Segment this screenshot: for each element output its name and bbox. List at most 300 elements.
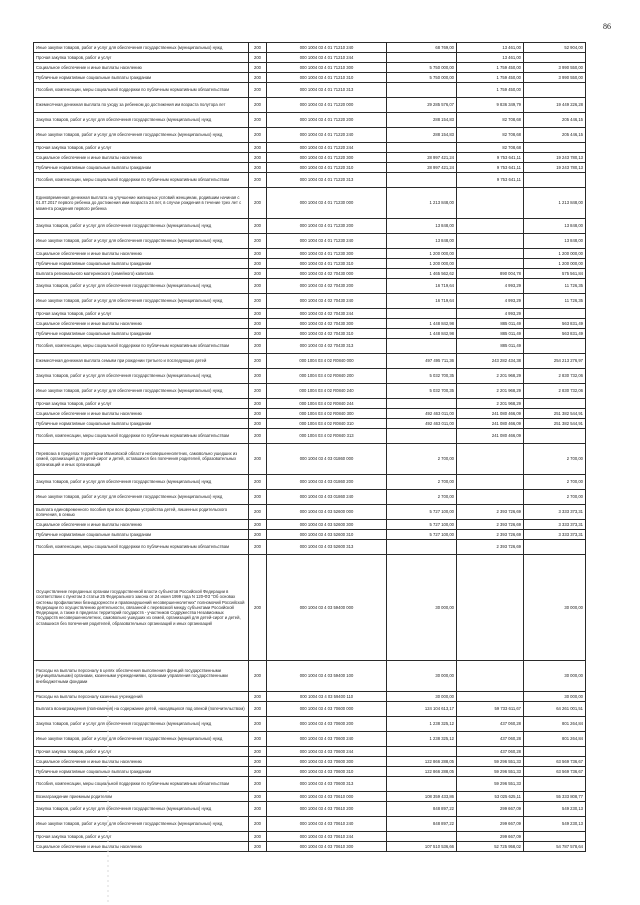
row-line-code-cell: 200 (249, 143, 267, 153)
row-unexecuted-amount-cell (524, 832, 586, 842)
row-approved-amount-cell: 2 700,00 (387, 444, 457, 475)
row-unexecuted-amount-cell: 11 726,35 (524, 279, 586, 294)
row-unexecuted-amount-cell (524, 399, 586, 409)
row-unexecuted-amount-cell: 563 831,49 (524, 319, 586, 329)
table-row (34, 319, 586, 329)
table-row (34, 219, 586, 234)
row-approved-amount-cell: 16 719,64 (387, 294, 457, 309)
row-unexecuted-amount-cell: 1 213 848,00 (524, 188, 586, 219)
row-executed-amount-cell (457, 259, 524, 269)
row-approved-amount-cell: 5 727 100,00 (387, 505, 457, 520)
row-budget-class-code-cell: 000 1004 03 4 01 71230 310 (267, 259, 387, 269)
table-row (34, 113, 586, 128)
row-executed-amount-cell: 9 753 641,11 (457, 163, 524, 173)
table-row (34, 43, 586, 53)
row-budget-class-code-cell: 000 1004 03 4 01 71210 313 (267, 83, 387, 98)
row-executed-amount-cell: 241 080 466,09 (457, 409, 524, 419)
row-unexecuted-amount-cell: 63 569 736,67 (524, 757, 586, 767)
row-name-cell: Перевозка в пределах территории Ивановской области несовершеннолетних, самовольно ушедших из семей, организаций для детей-сирот и детей, оставшихся без попечения родителей, образовательных организаций и иных организаций (34, 444, 249, 475)
table-row (34, 530, 586, 540)
row-executed-amount-cell: 437 060,28 (457, 717, 524, 732)
row-name-cell: Расходы на выплаты персоналу казенных учреждений (34, 692, 249, 702)
row-name-cell: Единовременная денежная выплата на улучшение жилищных условий женщинам, родившим начиная с 01.07.2017 первого ребенка до достижения ими возраста 24 лет, в случае рождения в течение трех лет с момента рождения первого ребенка (34, 188, 249, 219)
table-row (34, 128, 586, 143)
row-approved-amount-cell (387, 83, 457, 98)
row-unexecuted-amount-cell: 254 213 276,97 (524, 354, 586, 369)
row-executed-amount-cell: 437 060,28 (457, 747, 524, 757)
row-executed-amount-cell: 241 080 466,09 (457, 419, 524, 429)
row-name-cell: Выплата вознаграждения (полномочия) на содержание детей, находящихся под опекой (попечительством) (34, 702, 249, 717)
row-name-cell: Закупка товаров, работ и услуг для обеспечения государственных (муниципальных) нужд (34, 113, 249, 128)
row-budget-class-code-cell: 000 1004 03 4 03 70600 310 (267, 767, 387, 777)
row-approved-amount-cell: 30 000,00 (387, 661, 457, 692)
row-line-code-cell: 200 (249, 444, 267, 475)
row-name-cell: Прочая закупка товаров, работ и услуг (34, 832, 249, 842)
table-row (34, 369, 586, 384)
row-line-code-cell: 200 (249, 767, 267, 777)
row-name-cell: Выплата регионального материнского (семейного) капитала (34, 269, 249, 279)
row-name-cell: Прочая закупка товаров, работ и услуг (34, 53, 249, 63)
row-unexecuted-amount-cell: 575 561,84 (524, 269, 586, 279)
row-executed-amount-cell: 2 201 968,29 (457, 369, 524, 384)
row-executed-amount-cell: 9 753 641,11 (457, 153, 524, 163)
row-executed-amount-cell: 59 296 551,33 (457, 757, 524, 767)
row-budget-class-code-cell: 000 1004 03 4 01 71230 300 (267, 249, 387, 259)
row-line-code-cell: 200 (249, 692, 267, 702)
row-executed-amount-cell: 13 461,00 (457, 43, 524, 53)
row-line-code-cell: 200 (249, 475, 267, 490)
table-row (34, 757, 586, 767)
row-name-cell: Иные закупки товаров, работ и услуг для обеспечения государственных (муниципальных) нужд (34, 43, 249, 53)
row-executed-amount-cell: 82 708,68 (457, 143, 524, 153)
row-executed-amount-cell: 1 759 450,00 (457, 83, 524, 98)
row-budget-class-code-cell: 000 1004 03 4 01 71220 300 (267, 153, 387, 163)
row-name-cell: Закупка товаров, работ и услуг для обеспечения государственных (муниципальных) нужд (34, 219, 249, 234)
row-approved-amount-cell: 108 359 433,86 (387, 792, 457, 802)
row-line-code-cell: 200 (249, 661, 267, 692)
table-row (34, 520, 586, 530)
row-line-code-cell: 200 (249, 73, 267, 83)
row-approved-amount-cell: 288 154,83 (387, 128, 457, 143)
row-approved-amount-cell (387, 53, 457, 63)
row-name-cell: Социальное обеспечение и иные выплаты населению (34, 842, 249, 852)
row-executed-amount-cell: 82 708,68 (457, 113, 524, 128)
row-budget-class-code-cell: 000 1004 03 4 01 71220 310 (267, 163, 387, 173)
row-unexecuted-amount-cell (524, 143, 586, 153)
row-line-code-cell: 200 (249, 530, 267, 540)
row-line-code-cell: 200 (249, 163, 267, 173)
row-budget-class-code-cell: 000 1004 03 4 01 71210 300 (267, 63, 387, 73)
row-approved-amount-cell (387, 777, 457, 792)
row-name-cell: Публичные нормативные социальные выплаты гражданам (34, 259, 249, 269)
table-row (34, 702, 586, 717)
row-executed-amount-cell: 4 993,29 (457, 294, 524, 309)
row-name-cell: Вознаграждение приемным родителям (34, 792, 249, 802)
row-line-code-cell: 200 (249, 128, 267, 143)
row-executed-amount-cell (457, 692, 524, 702)
row-budget-class-code-cell: 000 1004 03 4 02 R0840 313 (267, 429, 387, 444)
table-row (34, 540, 586, 555)
row-unexecuted-amount-cell: 54 787 578,64 (524, 842, 586, 852)
row-budget-class-code-cell: 000 1004 03 4 02 R0840 240 (267, 384, 387, 399)
row-executed-amount-cell: 2 201 968,29 (457, 384, 524, 399)
row-budget-class-code-cell: 000 1004 03 4 03 70600 313 (267, 777, 387, 792)
row-unexecuted-amount-cell: 11 726,35 (524, 294, 586, 309)
row-unexecuted-amount-cell (524, 540, 586, 555)
row-executed-amount-cell: 885 011,49 (457, 339, 524, 354)
table-row (34, 73, 586, 83)
row-executed-amount-cell: 2 393 726,69 (457, 540, 524, 555)
row-name-cell: Социальное обеспечение и иные выплаты населению (34, 520, 249, 530)
row-budget-class-code-cell: 000 1004 03 4 03 70610 200 (267, 802, 387, 817)
row-executed-amount-cell: 2 393 726,69 (457, 505, 524, 520)
table-row (34, 53, 586, 63)
row-line-code-cell: 200 (249, 369, 267, 384)
row-line-code-cell: 200 (249, 702, 267, 717)
row-unexecuted-amount-cell: 251 382 544,91 (524, 419, 586, 429)
row-budget-class-code-cell: 000 1004 03 4 03 70600 244 (267, 747, 387, 757)
row-approved-amount-cell: 124 104 613,17 (387, 702, 457, 717)
row-line-code-cell: 200 (249, 555, 267, 661)
row-budget-class-code-cell: 000 1004 03 4 03 01860 200 (267, 475, 387, 490)
row-line-code-cell: 200 (249, 153, 267, 163)
table-row (34, 444, 586, 475)
row-executed-amount-cell: 299 667,09 (457, 802, 524, 817)
row-line-code-cell: 200 (249, 717, 267, 732)
row-executed-amount-cell: 59 733 611,67 (457, 702, 524, 717)
row-line-code-cell: 200 (249, 384, 267, 399)
row-name-cell: Закупка товаров, работ и услуг для обеспечения государственных (муниципальных) нужд (34, 717, 249, 732)
row-line-code-cell: 200 (249, 409, 267, 419)
row-unexecuted-amount-cell: 3 990 550,00 (524, 63, 586, 73)
row-approved-amount-cell: 2 700,00 (387, 475, 457, 490)
row-budget-class-code-cell: 000 1004 03 4 02 R0840 244 (267, 399, 387, 409)
table-row (34, 309, 586, 319)
row-executed-amount-cell (457, 444, 524, 475)
row-unexecuted-amount-cell: 3 333 373,31 (524, 520, 586, 530)
row-unexecuted-amount-cell: 2 700,00 (524, 444, 586, 475)
row-name-cell: Социальное обеспечение и иные выплаты населению (34, 249, 249, 259)
row-executed-amount-cell: 52 725 958,02 (457, 842, 524, 852)
row-executed-amount-cell (457, 661, 524, 692)
table-row (34, 842, 586, 852)
row-executed-amount-cell (457, 555, 524, 661)
row-line-code-cell: 200 (249, 329, 267, 339)
row-budget-class-code-cell: 000 1004 03 4 02 70430 300 (267, 319, 387, 329)
row-budget-class-code-cell: 000 1004 03 4 01 71210 310 (267, 73, 387, 83)
row-line-code-cell: 200 (249, 354, 267, 369)
row-budget-class-code-cell: 000 1004 03 4 03 52600 310 (267, 530, 387, 540)
row-name-cell: Иные закупки товаров, работ и услуг для обеспечения государственных (муниципальных) нужд (34, 128, 249, 143)
row-name-cell: Закупка товаров, работ и услуг для обеспечения государственных (муниципальных) нужд (34, 279, 249, 294)
row-executed-amount-cell: 9 753 641,11 (457, 173, 524, 188)
row-unexecuted-amount-cell (524, 429, 586, 444)
row-approved-amount-cell: 5 750 000,00 (387, 73, 457, 83)
row-line-code-cell: 200 (249, 309, 267, 319)
row-name-cell: Иные закупки товаров, работ и услуг для обеспечения государственных (муниципальных) нужд (34, 817, 249, 832)
row-name-cell: Публичные нормативные социальные выплаты гражданам (34, 530, 249, 540)
table-row (34, 329, 586, 339)
row-approved-amount-cell: 28 997 421,24 (387, 163, 457, 173)
row-line-code-cell: 200 (249, 173, 267, 188)
row-executed-amount-cell (457, 490, 524, 505)
row-approved-amount-cell: 28 997 421,24 (387, 153, 457, 163)
row-approved-amount-cell: 1 213 848,00 (387, 188, 457, 219)
table-row (34, 409, 586, 419)
row-unexecuted-amount-cell: 801 264,84 (524, 717, 586, 732)
table-row (34, 832, 586, 842)
row-approved-amount-cell (387, 143, 457, 153)
row-executed-amount-cell: 53 025 625,11 (457, 792, 524, 802)
row-name-cell: Социальное обеспечение и иные выплаты населению (34, 319, 249, 329)
row-name-cell: Социальное обеспечение и иные выплаты населению (34, 63, 249, 73)
row-executed-amount-cell: 59 296 551,33 (457, 777, 524, 792)
row-line-code-cell: 200 (249, 540, 267, 555)
row-unexecuted-amount-cell: 2 700,00 (524, 475, 586, 490)
row-unexecuted-amount-cell: 63 569 736,67 (524, 767, 586, 777)
row-budget-class-code-cell: 000 1004 03 4 01 71230 240 (267, 234, 387, 249)
row-name-cell: Публичные нормативные социальные выплаты гражданам (34, 329, 249, 339)
row-budget-class-code-cell: 000 1004 03 4 02 70430 200 (267, 279, 387, 294)
row-name-cell: Публичные нормативные социальные выплаты гражданам (34, 767, 249, 777)
row-name-cell: Иные закупки товаров, работ и услуг для обеспечения государственных (муниципальных) нужд (34, 490, 249, 505)
row-budget-class-code-cell: 000 1004 03 4 03 70600 000 (267, 702, 387, 717)
row-executed-amount-cell: 241 080 466,09 (457, 429, 524, 444)
table-row (34, 163, 586, 173)
row-budget-class-code-cell: 000 1004 03 4 03 70600 300 (267, 757, 387, 767)
row-line-code-cell: 200 (249, 269, 267, 279)
row-budget-class-code-cell: 000 1004 03 4 03 70600 240 (267, 732, 387, 747)
row-executed-amount-cell: 437 060,28 (457, 732, 524, 747)
row-budget-class-code-cell: 000 1004 03 4 03 01860 240 (267, 490, 387, 505)
row-name-cell: Публичные нормативные социальные выплаты гражданам (34, 163, 249, 173)
row-unexecuted-amount-cell: 2 830 732,06 (524, 384, 586, 399)
table-row (34, 188, 586, 219)
row-approved-amount-cell: 5 032 700,35 (387, 369, 457, 384)
row-executed-amount-cell (457, 475, 524, 490)
row-budget-class-code-cell: 000 1004 03 4 03 70610 244 (267, 832, 387, 842)
row-approved-amount-cell: 5 750 000,00 (387, 63, 457, 73)
table-row (34, 384, 586, 399)
row-line-code-cell: 200 (249, 777, 267, 792)
row-approved-amount-cell: 16 719,64 (387, 279, 457, 294)
table-row (34, 98, 586, 113)
row-name-cell: Прочая закупка товаров, работ и услуг (34, 309, 249, 319)
row-budget-class-code-cell: 000 1004 03 4 03 59400 000 (267, 555, 387, 661)
row-name-cell: Иные закупки товаров, работ и услуг для обеспечения государственных (муниципальных) нужд (34, 732, 249, 747)
row-approved-amount-cell: 13 848,00 (387, 234, 457, 249)
row-name-cell: Иные закупки товаров, работ и услуг для обеспечения государственных (муниципальных) нужд (34, 234, 249, 249)
budget-execution-table (33, 42, 586, 852)
row-name-cell: Расходы на выплаты персоналу в целях обеспечения выполнения функций государственными (муниципальными) органами, казенными учреждениями, органами управления государственными внебюджетными фондами (34, 661, 249, 692)
table-row (34, 339, 586, 354)
row-unexecuted-amount-cell: 2 830 732,06 (524, 369, 586, 384)
table-row (34, 817, 586, 832)
table-row (34, 354, 586, 369)
row-unexecuted-amount-cell (524, 53, 586, 63)
row-approved-amount-cell: 13 848,00 (387, 219, 457, 234)
row-unexecuted-amount-cell: 3 333 373,31 (524, 530, 586, 540)
row-name-cell: Пособия, компенсации, меры социальной поддержки по публичным нормативным обязательствам (34, 83, 249, 98)
row-budget-class-code-cell: 000 1004 03 4 01 71220 244 (267, 143, 387, 153)
row-budget-class-code-cell: 000 1004 03 4 03 01860 000 (267, 444, 387, 475)
row-budget-class-code-cell: 000 1004 03 4 03 70610 240 (267, 817, 387, 832)
row-approved-amount-cell (387, 399, 457, 409)
row-line-code-cell: 200 (249, 249, 267, 259)
row-unexecuted-amount-cell: 205 446,15 (524, 113, 586, 128)
row-line-code-cell: 200 (249, 802, 267, 817)
row-approved-amount-cell: 68 769,00 (387, 43, 457, 53)
row-line-code-cell: 200 (249, 113, 267, 128)
row-budget-class-code-cell: 000 1004 03 4 01 71230 000 (267, 188, 387, 219)
row-budget-class-code-cell: 000 1004 03 4 01 71210 240 (267, 43, 387, 53)
row-executed-amount-cell: 82 708,68 (457, 128, 524, 143)
row-unexecuted-amount-cell: 19 243 780,13 (524, 163, 586, 173)
row-executed-amount-cell: 2 201 968,29 (457, 399, 524, 409)
row-line-code-cell: 200 (249, 339, 267, 354)
row-budget-class-code-cell: 000 1004 03 4 03 52600 300 (267, 520, 387, 530)
table-row (34, 555, 586, 661)
table-row (34, 767, 586, 777)
row-approved-amount-cell: 2 700,00 (387, 490, 457, 505)
row-unexecuted-amount-cell (524, 339, 586, 354)
row-line-code-cell: 200 (249, 747, 267, 757)
row-line-code-cell: 200 (249, 490, 267, 505)
row-line-code-cell: 200 (249, 757, 267, 767)
row-budget-class-code-cell: 000 1004 03 4 02 R0840 000 (267, 354, 387, 369)
row-line-code-cell: 200 (249, 188, 267, 219)
table-row (34, 294, 586, 309)
row-approved-amount-cell (387, 747, 457, 757)
row-line-code-cell: 200 (249, 83, 267, 98)
row-approved-amount-cell: 5 727 100,00 (387, 520, 457, 530)
row-approved-amount-cell: 122 866 288,05 (387, 757, 457, 767)
row-line-code-cell: 200 (249, 259, 267, 269)
row-unexecuted-amount-cell: 30 000,00 (524, 692, 586, 702)
row-name-cell: Пособия, компенсации, меры социальной поддержки по публичным нормативным обязательствам (34, 540, 249, 555)
row-executed-amount-cell: 1 759 450,00 (457, 73, 524, 83)
row-unexecuted-amount-cell: 3 333 373,31 (524, 505, 586, 520)
row-executed-amount-cell: 1 759 450,00 (457, 63, 524, 73)
row-approved-amount-cell: 497 495 711,36 (387, 354, 457, 369)
row-approved-amount-cell (387, 429, 457, 444)
row-budget-class-code-cell: 000 1004 03 4 03 59400 110 (267, 692, 387, 702)
row-budget-class-code-cell: 000 1004 03 4 02 R0840 200 (267, 369, 387, 384)
row-name-cell: Закупка товаров, работ и услуг для обеспечения государственных (муниципальных) нужд (34, 802, 249, 817)
row-unexecuted-amount-cell (524, 173, 586, 188)
row-name-cell: Публичные нормативные социальные выплаты гражданам (34, 73, 249, 83)
row-line-code-cell: 200 (249, 817, 267, 832)
row-budget-class-code-cell: 000 1004 03 4 03 70610 000 (267, 792, 387, 802)
row-approved-amount-cell: 848 897,22 (387, 802, 457, 817)
table-row (34, 63, 586, 73)
table-row (34, 173, 586, 188)
row-unexecuted-amount-cell: 563 831,49 (524, 329, 586, 339)
row-name-cell: Ежемесячная денежная выплата по уходу за ребенком до достижения им возраста полутора лет (34, 98, 249, 113)
row-line-code-cell: 200 (249, 319, 267, 329)
row-name-cell: Выплата единовременного пособия при всех формах устройства детей, лишенных родительского попечения, в семью (34, 505, 249, 520)
table-row (34, 279, 586, 294)
row-name-cell: Пособия, компенсации, меры социальной поддержки по публичным нормативным обязательствам (34, 173, 249, 188)
row-unexecuted-amount-cell (524, 83, 586, 98)
row-approved-amount-cell (387, 540, 457, 555)
row-unexecuted-amount-cell: 13 848,00 (524, 219, 586, 234)
table-row (34, 505, 586, 520)
row-unexecuted-amount-cell: 19 449 226,28 (524, 98, 586, 113)
table-row (34, 143, 586, 153)
row-approved-amount-cell (387, 173, 457, 188)
row-executed-amount-cell: 2 393 726,69 (457, 520, 524, 530)
table-row (34, 475, 586, 490)
row-executed-amount-cell: 885 011,49 (457, 329, 524, 339)
row-unexecuted-amount-cell: 19 243 780,13 (524, 153, 586, 163)
row-unexecuted-amount-cell: 64 261 001,51 (524, 702, 586, 717)
row-budget-class-code-cell: 000 1004 03 4 02 R0840 300 (267, 409, 387, 419)
table-row (34, 732, 586, 747)
row-name-cell: Пособия, компенсации, меры социальной поддержки по публичным нормативным обязательствам (34, 777, 249, 792)
row-approved-amount-cell: 1 448 842,98 (387, 319, 457, 329)
row-unexecuted-amount-cell (524, 777, 586, 792)
row-approved-amount-cell: 1 238 325,12 (387, 732, 457, 747)
row-approved-amount-cell: 1 200 000,00 (387, 259, 457, 269)
row-line-code-cell: 200 (249, 399, 267, 409)
row-approved-amount-cell: 1 465 562,62 (387, 269, 457, 279)
row-unexecuted-amount-cell: 52 904,00 (524, 43, 586, 53)
row-budget-class-code-cell: 000 1004 03 4 02 R0840 310 (267, 419, 387, 429)
row-approved-amount-cell: 492 463 011,00 (387, 409, 457, 419)
row-executed-amount-cell (457, 219, 524, 234)
row-budget-class-code-cell: 000 1004 03 4 01 71220 240 (267, 128, 387, 143)
row-budget-class-code-cell: 000 1004 03 4 03 59400 100 (267, 661, 387, 692)
page-number: 86 (603, 22, 611, 31)
row-line-code-cell: 200 (249, 234, 267, 249)
row-approved-amount-cell: 288 154,83 (387, 113, 457, 128)
row-line-code-cell: 200 (249, 832, 267, 842)
row-name-cell: Публичные нормативные социальные выплаты гражданам (34, 419, 249, 429)
row-approved-amount-cell: 5 727 100,00 (387, 530, 457, 540)
row-budget-class-code-cell: 000 1004 03 4 03 70610 300 (267, 842, 387, 852)
row-unexecuted-amount-cell: 55 333 808,77 (524, 792, 586, 802)
row-unexecuted-amount-cell (524, 747, 586, 757)
row-executed-amount-cell: 4 993,29 (457, 279, 524, 294)
row-approved-amount-cell: 107 510 536,66 (387, 842, 457, 852)
row-budget-class-code-cell: 000 1004 03 4 01 71220 313 (267, 173, 387, 188)
row-name-cell: Пособия, компенсации, меры социальной поддержки по публичным нормативным обязательствам (34, 339, 249, 354)
table-row (34, 717, 586, 732)
row-executed-amount-cell: 243 282 434,38 (457, 354, 524, 369)
table-row (34, 802, 586, 817)
row-executed-amount-cell: 9 836 349,79 (457, 98, 524, 113)
row-approved-amount-cell: 30 000,00 (387, 692, 457, 702)
row-approved-amount-cell: 1 238 325,12 (387, 717, 457, 732)
row-approved-amount-cell: 492 463 011,00 (387, 419, 457, 429)
row-approved-amount-cell (387, 339, 457, 354)
row-executed-amount-cell: 2 393 726,69 (457, 530, 524, 540)
table-row (34, 234, 586, 249)
table-row (34, 792, 586, 802)
row-budget-class-code-cell: 000 1004 03 4 01 71220 200 (267, 113, 387, 128)
row-line-code-cell: 200 (249, 842, 267, 852)
row-unexecuted-amount-cell: 205 446,15 (524, 128, 586, 143)
row-line-code-cell: 200 (249, 98, 267, 113)
row-approved-amount-cell: 122 866 288,05 (387, 767, 457, 777)
row-name-cell: Закупка товаров, работ и услуг для обеспечения государственных (муниципальных) нужд (34, 475, 249, 490)
row-line-code-cell: 200 (249, 505, 267, 520)
row-unexecuted-amount-cell: 1 200 000,00 (524, 249, 586, 259)
row-line-code-cell: 200 (249, 43, 267, 53)
row-executed-amount-cell: 299 667,09 (457, 832, 524, 842)
row-name-cell: Социальное обеспечение и иные выплаты населению (34, 153, 249, 163)
